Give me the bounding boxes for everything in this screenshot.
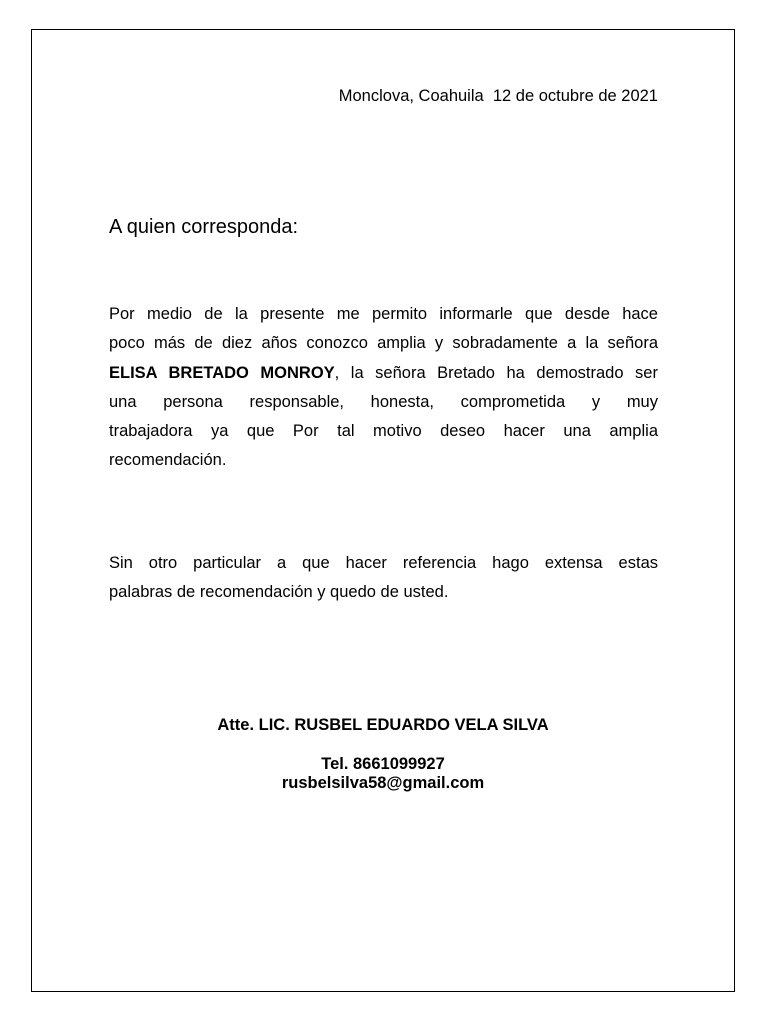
page-border [31, 29, 735, 992]
paragraph-line: una persona responsable, honesta, comprometida y muy [109, 392, 658, 411]
paragraph-line: Sin otro particular a que hacer referencia hago extensa estas [109, 554, 658, 572]
recommended-person-name: ELISA BRETADO MONROY [109, 363, 335, 382]
paragraph-line: palabras de recomendación y quedo de usted. [109, 583, 449, 602]
body-paragraph-2 [109, 549, 658, 608]
paragraph-line-text: , la señora Bretado ha demostrado ser [334, 363, 658, 382]
signature-email: rusbelsilva58@gmail.com [281, 774, 485, 792]
signature-name: Atte. LIC. RUSBEL EDUARDO VELA SILVA [217, 716, 549, 734]
signature-phone: Tel. 8661099927 [321, 755, 445, 773]
paragraph-line: Por medio de la presente me permito informarle que desde hace [109, 305, 658, 323]
paragraph-line [109, 359, 658, 388]
salutation: A quien corresponda: [109, 216, 299, 238]
paragraph-line: poco más de diez años conozco amplia y sobradamente a la señora [109, 334, 658, 353]
date-line: Monclova, Coahuila 12 de octubre de 2021 [338, 87, 658, 105]
body-paragraph-1 [109, 300, 658, 476]
paragraph-line: recomendación. [109, 451, 227, 470]
paragraph-line: trabajadora ya que Por tal motivo deseo hacer una amplia [109, 422, 658, 441]
